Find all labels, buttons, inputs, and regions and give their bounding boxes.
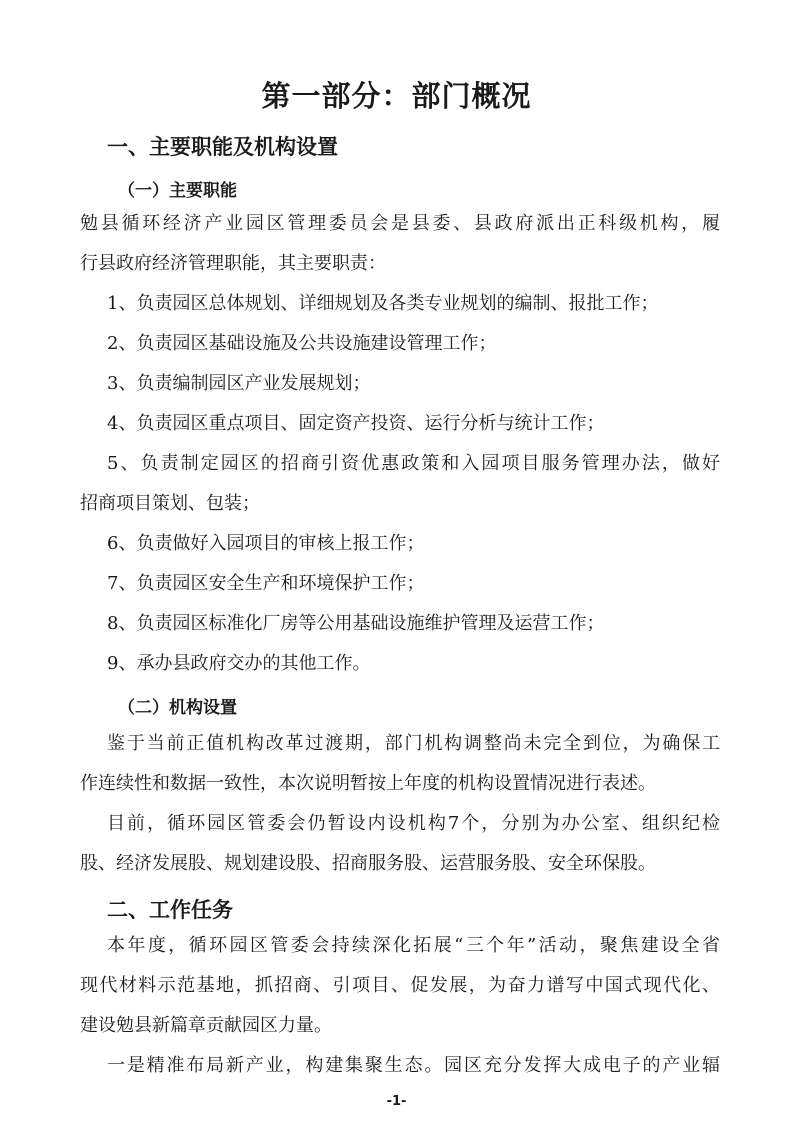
duty-item-8: 8、负责园区标准化厂房等公用基础设施维护管理及运营工作；: [107, 613, 605, 634]
section-heading-functions-and-structure: 一、主要职能及机构设置: [107, 135, 338, 159]
duty-item-3: 3、负责编制园区产业发展规划；: [107, 373, 371, 394]
intro-paragraph-line-2: 行县政府经济管理职能，其主要职责：: [80, 253, 386, 274]
page-number: -1-: [386, 1094, 407, 1109]
page-title: 第一部分：部门概况: [261, 79, 532, 113]
duty-item-2: 2、负责园区基础设施及公共设施建设管理工作；: [107, 333, 497, 354]
duty-item-5-line-2: 招商项目策划、包装；: [80, 493, 260, 514]
tasks-paragraph-1-line-1: 本年度，循环园区管委会持续深化拓展“三个年”活动，聚焦建设全省: [107, 935, 720, 956]
duty-item-6: 6、负责做好入园项目的审核上报工作；: [107, 533, 425, 554]
tasks-paragraph-1-line-3: 建设勉县新篇章贡献园区力量。: [80, 1015, 332, 1036]
duty-item-9: 9、承办县政府交办的其他工作。: [107, 653, 371, 674]
intro-paragraph-line-1: 勉县循环经济产业园区管理委员会是县委、县政府派出正科级机构，履: [80, 213, 720, 234]
duty-item-5-line-1: 5、负责制定园区的招商引资优惠政策和入园项目服务管理办法，做好: [107, 453, 720, 474]
section-heading-work-tasks: 二、工作任务: [107, 898, 233, 922]
duty-item-1: 1、负责园区总体规划、详细规划及各类专业规划的编制、报批工作；: [107, 293, 659, 314]
duty-item-4: 4、负责园区重点项目、固定资产投资、运行分析与统计工作；: [107, 413, 605, 434]
structure-paragraph-2-line-1: 目前，循环园区管委会仍暂设内设机构7个，分别为办公室、组织纪检: [107, 813, 720, 834]
tasks-paragraph-1-line-2: 现代材料示范基地，抓招商、引项目、促发展，为奋力谱写中国式现代化、: [80, 975, 720, 996]
structure-paragraph-1-line-1: 鉴于当前正值机构改革过渡期，部门机构调整尚未完全到位，为确保工: [107, 733, 720, 754]
subheading-main-functions: （一）主要职能: [118, 181, 237, 201]
duty-item-7: 7、负责园区安全生产和环境保护工作；: [107, 573, 425, 594]
subheading-org-structure: （二）机构设置: [118, 698, 237, 718]
structure-paragraph-2-line-2: 股、经济发展股、规划建设股、招商服务股、运营服务股、安全环保股。: [80, 853, 656, 874]
tasks-paragraph-2-line-1: 一是精准布局新产业，构建集聚生态。园区充分发挥大成电子的产业辐: [107, 1055, 720, 1076]
structure-paragraph-1-line-2: 作连续性和数据一致性，本次说明暂按上年度的机构设置情况进行表述。: [80, 773, 656, 794]
